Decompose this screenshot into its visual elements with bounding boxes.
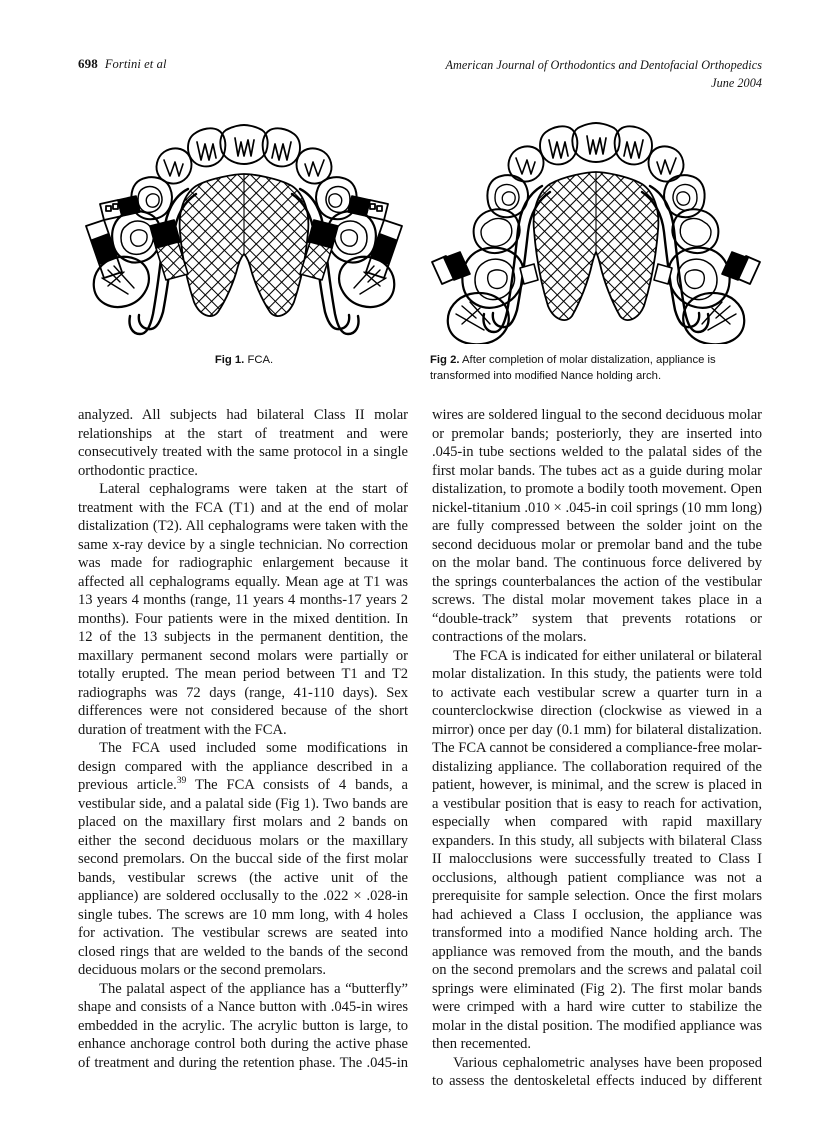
paragraph-with-reference — [78, 739, 408, 980]
paragraph: wires are soldered lingual to the second deciduous molar or premolar bands; posteriorly, they are inserted into .045-in tube sections welded to the palatal sides of the first molar bands. The tubes act as a guide during molar distalization, to promote a bodily tooth movement. Open nickel-titanium .010 × .045-in coil springs (10 mm long) are fully compressed between the solder joint on the second deciduous molar or premolar band and the tube on the molar band. The continuous force delivered by the springs counterbalances the action of the vestibular screws. The distal molar movement takes place in a “double-track” system that prevents rotations or contractions of the molars. — [432, 407, 762, 645]
paragraph: analyzed. All subjects had bilateral Class II molar relationships at the start of treatment and were consecutively treated with the same protocol in a single orthodontic practice. — [78, 407, 408, 479]
paragraph: The FCA is indicated for either unilateral or bilateral molar distalization. In this study, the patients were told to activate each vestibular screw a quarter turn in a counterclockwise direction (clockwise as viewed in a mirror) once per day (0.1 mm) for bilateral distalization. The FCA cannot be considered a compliance-free molar-distalizing appliance. The collaboration required of the patient, however, is minimal, and the screw is placed in a vestibular position that is easy to reach for activation, especially when compared with rapid maxillary expanders. In this study, all subjects with bilateral Class II malocclusions were successfully treated to Class I occlusions, although patient compliance was not a prerequisite for sample selection. Once the first molars had achieved a Class I occlusion, the appliance was transformed into a modified Nance holding arch. The appliance was removed from the mouth, and the bands on the second premolars and the screws and palatal coil springs were eliminated (Fig 2). The first molar bands were crimped with a hard wire cutter to stabilize the molar in the distal position. The modified appliance was then recemented. — [432, 647, 762, 1052]
running-head-left — [78, 56, 167, 72]
figure-2-artwork — [430, 116, 762, 344]
figure-2-caption-text: After completion of molar distalization, appliance is transformed into modified Nance holding arch. — [430, 354, 716, 383]
running-head — [78, 56, 762, 93]
paragraph: Lateral cephalograms were taken at the start of treatment with the FCA (T1) and at the end of molar distalization (T2). All cephalograms were taken with the same x-ray device by a single technician. No correction was made for radiographic enlargement because it affected all cephalograms equally. Mean age at T1 was 13 years 4 months (range, 11 years 4 months-17 years 2 months). Four patients were in the mixed dentition. In 12 of the 13 subjects in the permanent dentition, the maxillary permanent second molars were partially or totally erupted. The mean period between T1 and T2 radiographs was 72 days (range, 41-110 days). Sex differences were not considered because of the short duration of treatment with the FCA. — [78, 481, 408, 738]
left-column — [78, 406, 408, 1109]
paragraph: Various cephalometric analyses have been proposed to assess the dentoskeletal effects induced by different — [432, 1054, 762, 1089]
journal-title: American Journal of Orthodontics and Dentofacial Orthopedics — [445, 58, 762, 72]
issue-date: June 2004 — [711, 76, 762, 91]
figure-1-artwork — [78, 116, 410, 344]
paragraph-text-before-reference: The FCA used included some modifications in design compared with the appliance described in a previous article. — [78, 740, 408, 793]
running-head-right — [446, 56, 762, 93]
figure-1-caption-text: FCA. — [247, 354, 274, 366]
figure-1 — [78, 116, 410, 384]
paragraph-text-after-reference: The FCA consists of 4 bands, a vestibular side, and a palatal side (Fig 1). Two bands are placed on the maxillary first molars and 2 bands on either the second deciduous molars or the maxillary second premolars. On the buccal side of the first molar bands, vestibular screws (the active unit of the appliance) are soldered occlusally to the .022 × .028-in single tubes. The screws are 10 mm long, with 4 holes for activation. The vestibular screws are seated into closed rings that are welded to the bands of the second deciduous molars or the second premolars. — [78, 777, 408, 978]
page-number: 698 — [78, 56, 98, 71]
figure-2-caption — [430, 352, 762, 384]
figure-1-caption — [78, 352, 410, 368]
running-head-author: Fortini et al — [104, 57, 167, 71]
body-columns — [78, 406, 762, 1109]
figure-2 — [430, 116, 762, 384]
figure-1-label: Fig 1. — [214, 354, 245, 366]
right-column — [432, 406, 762, 1109]
figure-2-label: Fig 2. — [430, 354, 460, 366]
paragraph: The palatal aspect of the appliance has a “butterfly” shape and consists of a Nance button with .045-in wires embedded in the acrylic. The acrylic button is large, to enhance anchorage control both during the active phase of treatment and during the retention phase. The .045-in — [78, 980, 408, 1071]
reference-marker: 39 — [176, 775, 187, 787]
figure-row — [78, 116, 762, 384]
